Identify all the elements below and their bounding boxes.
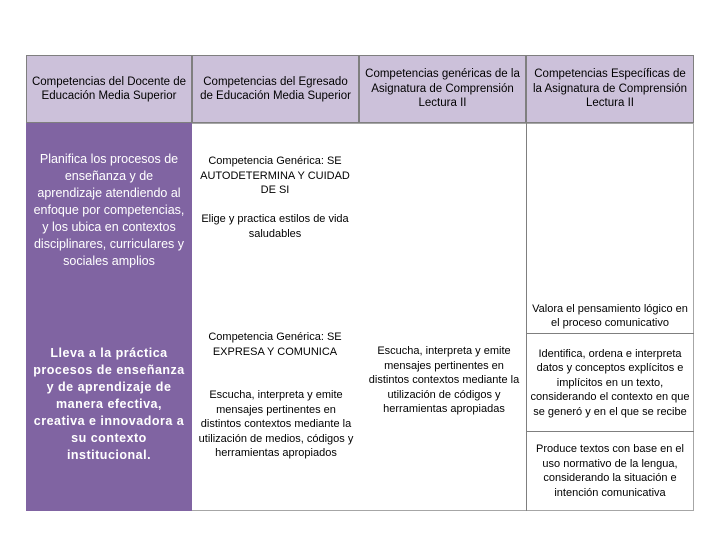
specific-competency-2: Identifica, ordena e interpreta datos y conceptos explícitos e implícitos en un texto, considerando el contexto en que se generó y en el que se recibe (530, 347, 690, 418)
specific-competency-1: Valora el pensamiento lógico en el proceso comunicativo (532, 302, 688, 329)
header-genericas: Competencias genéricas de la Asignatura de Comprensión Lectura II (359, 55, 526, 123)
header-docente: Competencias del Docente de Educación Media Superior (26, 55, 192, 123)
egresado-competency-2-title: Competencia Genérica: SE EXPRESA Y COMUNICA (208, 331, 342, 358)
row-divider-specific (527, 333, 694, 334)
row-divider-specific (527, 431, 694, 432)
generic-competency: Escucha, interpreta y emite mensajes pertinentes en distintos contextos mediante la utilización de códigos y herramientas apropiadas (368, 345, 520, 415)
egresado-competency-2-text: Escucha, interpreta y emite mensajes pertinentes en distintos contextos mediante la utilización de medios, códigos y herramientas apropiados (198, 389, 354, 459)
docente-competency-1: Planifica los procesos de enseñanza y de aprendizaje atendiendo al enfoque por competencias, y los ubica en contextos disciplinares, curriculares y sociales amplios (26, 123, 192, 297)
docente-competency-2: Lleva a la práctica procesos de enseñanza y de aprendizaje de manera efectiva, creativa e innovadora a su contexto institucional. (26, 297, 192, 511)
column-divider (526, 123, 527, 297)
egresado-competency-1-text: Elige y practica estilos de vida saludables (201, 213, 349, 240)
specific-competency-3: Produce textos con base en el uso normativo de la lengua, considerando la situación e intención comunicativa (536, 443, 684, 499)
header-egresado: Competencias del Egresado de Educación Media Superior (192, 55, 359, 123)
header-especificas: Competencias Específicas de la Asignatura de Comprensión Lectura II (526, 55, 694, 123)
egresado-competency-1-title: Competencia Genérica: SE AUTODETERMINA Y CUIDAD DE SI (200, 155, 350, 196)
column-divider (526, 297, 527, 511)
